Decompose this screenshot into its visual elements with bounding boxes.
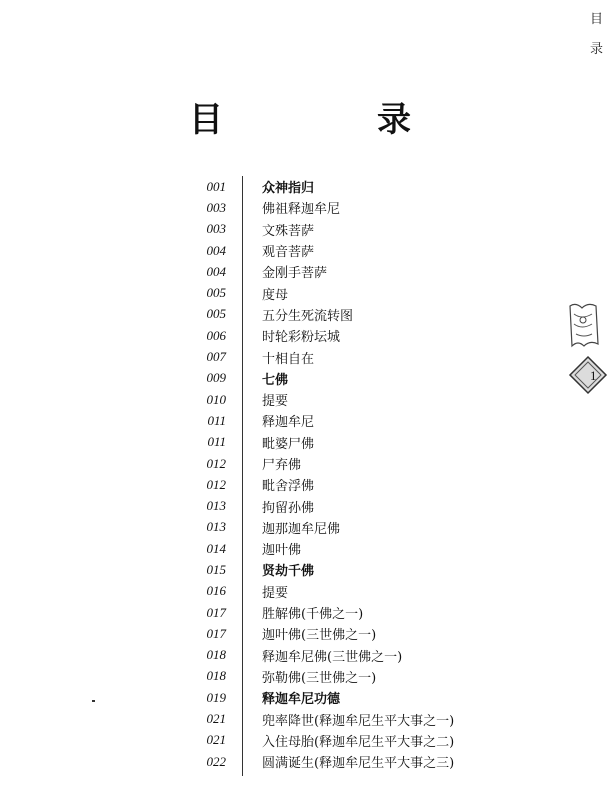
toc-entry-row (180, 304, 500, 325)
toc-page-number: 017 (206, 625, 226, 641)
toc-page-number: 003 (206, 221, 226, 237)
toc-page-number: 016 (206, 583, 226, 599)
toc-page-number: 013 (206, 519, 226, 535)
toc-page-number: 012 (206, 476, 226, 492)
corner-header-fragment-second: 录 (590, 42, 604, 57)
toc-entry-row (180, 581, 500, 602)
toc-entry-title: 毗舍浮佛 (262, 479, 315, 495)
toc-page-number: 015 (206, 561, 226, 577)
toc-entry-title: 释迦牟尼 (262, 415, 315, 431)
toc-entry-title: 度母 (262, 287, 289, 303)
toc-entry-title: 五分生死流转图 (262, 308, 354, 324)
toc-entry-row (180, 538, 500, 559)
print-speck (92, 700, 95, 702)
toc-entry-title: 入住母胎(释迦牟尼生平大事之二) (262, 734, 455, 750)
toc-page-number: 010 (206, 391, 226, 407)
toc-page-number: 022 (206, 753, 226, 769)
page-number-badge (568, 355, 608, 395)
toc-entry-row (180, 261, 500, 282)
toc-page-number: 007 (206, 349, 226, 365)
toc-section-row (180, 687, 500, 708)
toc-page-number: 018 (206, 647, 226, 663)
toc-entry-title: 迦叶佛 (262, 543, 302, 559)
toc-page-number: 009 (206, 370, 226, 386)
toc-entry-row (180, 325, 500, 346)
toc-entry-title: 十相自在 (262, 351, 315, 367)
toc-page-number: 014 (206, 540, 226, 556)
toc-entry-title: 提要 (262, 394, 289, 410)
toc-entry-title: 文殊菩萨 (262, 223, 315, 239)
toc-page-number: 011 (207, 434, 226, 450)
toc-entry-row (180, 389, 500, 410)
toc-page-number: 012 (206, 455, 226, 471)
toc-page-number: 013 (206, 498, 226, 514)
toc-entry-title: 提要 (262, 585, 289, 601)
toc-entry-row (180, 495, 500, 516)
toc-entry-row (180, 410, 500, 431)
toc-section-title: 众神指归 (262, 181, 315, 197)
toc-page-number: 021 (206, 732, 226, 748)
toc-entry-row (180, 346, 500, 367)
toc-entry-row (180, 730, 500, 751)
toc-page-number: 004 (206, 242, 226, 258)
toc-entry-row (180, 453, 500, 474)
toc-page-number: 004 (206, 263, 226, 279)
toc-entry-title: 观音菩萨 (262, 245, 315, 261)
toc-entry-title: 尸弃佛 (262, 458, 302, 473)
toc-entry-row (180, 240, 500, 261)
toc-entry-row (180, 197, 500, 218)
toc-entry-title: 迦叶佛(三世佛之一) (262, 628, 377, 644)
table-of-contents (180, 176, 500, 772)
side-illustration-fragment (566, 300, 600, 350)
toc-section-row (180, 368, 500, 389)
toc-entry-title: 拘留孙佛 (262, 500, 315, 516)
page-title: 目 录 (189, 100, 471, 140)
toc-page-number: 017 (206, 604, 226, 620)
toc-page-number: 006 (206, 327, 226, 343)
diamond-badge-icon (568, 355, 608, 395)
toc-page-number: 005 (206, 285, 226, 301)
toc-section-row (180, 176, 500, 197)
toc-section-title: 释迦牟尼功德 (262, 692, 341, 708)
toc-entry-title: 弥勒佛(三世佛之一) (262, 670, 377, 686)
toc-page-number: 021 (206, 711, 226, 727)
toc-entry-row (180, 666, 500, 687)
toc-entry-row (180, 602, 500, 623)
badge-number: 1 (590, 368, 597, 383)
toc-entry-title: 兜率降世(释迦牟尼生平大事之一) (262, 713, 455, 729)
toc-entry-row (180, 517, 500, 538)
toc-page-number: 018 (206, 668, 226, 684)
toc-entry-row (180, 708, 500, 729)
toc-entry-title: 圆满诞生(释迦牟尼生平大事之三) (262, 756, 455, 772)
toc-entry-title: 释迦牟尼佛(三世佛之一) (262, 649, 403, 665)
toc-entry-title: 佛祖释迦牟尼 (262, 202, 341, 218)
toc-entry-title: 毗婆尸佛 (262, 436, 315, 452)
toc-entry-row (180, 474, 500, 495)
toc-entry-row (180, 623, 500, 644)
toc-entry-row (180, 282, 500, 303)
corner-header-fragment-top: 目 (590, 12, 604, 27)
toc-entry-row (180, 432, 500, 453)
toc-section-title: 贤劫千佛 (262, 564, 315, 580)
toc-entry-row (180, 645, 500, 666)
toc-page-number: 005 (206, 306, 226, 322)
toc-entry-title: 金刚手菩萨 (262, 266, 328, 282)
toc-entry-title: 胜解佛(千佛之一) (262, 607, 364, 623)
toc-section-title: 七佛 (262, 372, 289, 388)
toc-entry-title: 迦那迦牟尼佛 (262, 521, 341, 537)
toc-page-number: 011 (207, 412, 226, 428)
toc-entry-title: 时轮彩粉坛城 (262, 330, 341, 346)
toc-section-row (180, 559, 500, 580)
toc-entry-row (180, 219, 500, 240)
toc-page-number: 019 (206, 689, 226, 705)
toc-page-number: 003 (206, 199, 226, 215)
toc-page-number: 001 (206, 178, 226, 194)
toc-entry-row (180, 751, 500, 772)
